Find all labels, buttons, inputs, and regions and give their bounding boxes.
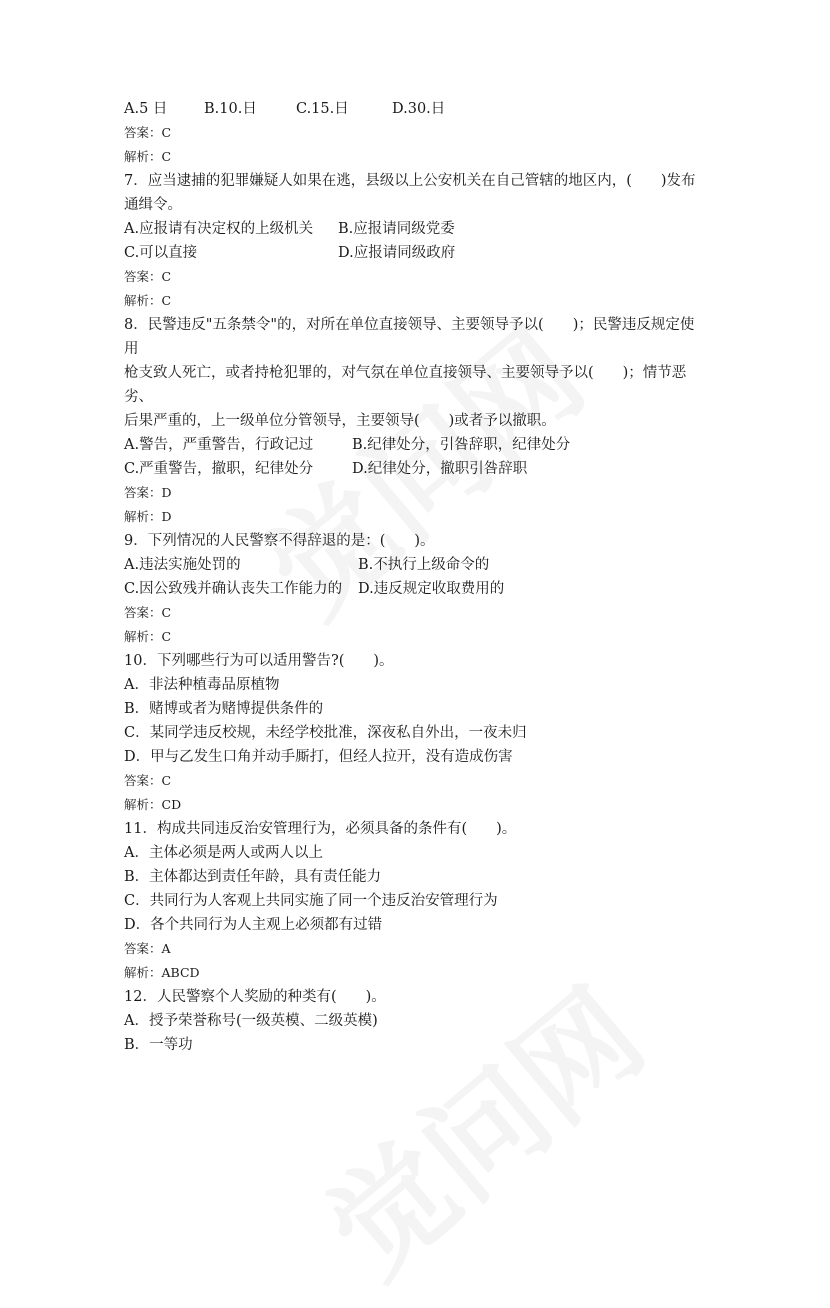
text-line: A．主体必须是两人或两人以上: [124, 845, 323, 861]
analysis-line: 解析：CD: [124, 797, 182, 812]
options-row: [124, 435, 724, 455]
options-row: [124, 219, 724, 239]
option-text: D.30.日: [392, 101, 446, 117]
text-line: 劣、: [124, 389, 153, 405]
answer-line: 答案：C: [124, 773, 172, 788]
analysis-line: 解析：C: [124, 149, 172, 164]
option-text: A.警告，严重警告，行政记过: [124, 437, 314, 453]
answer-line: 答案：C: [124, 605, 172, 620]
text-line: C．某同学违反校规，未经学校批准，深夜私自外出，一夜未归: [124, 725, 527, 741]
answer-line: 答案：A: [124, 941, 171, 956]
text-line: C．共同行为人客观上共同实施了同一个违反治安管理行为: [124, 893, 498, 909]
text-line: 通缉令。: [124, 197, 182, 213]
option-text: C.可以直接: [124, 245, 198, 261]
options-row: [124, 555, 724, 575]
text-line: B．主体都达到责任年龄，具有责任能力: [124, 869, 382, 885]
answer-line: 答案：D: [124, 485, 172, 500]
text-line: D．各个共同行为人主观上必须都有过错: [124, 917, 383, 933]
text-line: 11．构成共同违反治安管理行为，必须具备的条件有( )。: [124, 821, 517, 837]
options-row: [124, 459, 724, 479]
text-line: B．一等功: [124, 1037, 193, 1053]
text-line: 后果严重的，上一级单位分管领导，主要领导( )或者予以撤职。: [124, 413, 556, 429]
analysis-line: 解析：C: [124, 293, 172, 308]
option-text: A.5 日: [124, 101, 168, 117]
text-line: 7．应当逮捕的犯罪嫌疑人如果在逃，县级以上公安机关在自己管辖的地区内，( )发布: [124, 173, 696, 189]
answer-line: 答案：C: [124, 125, 172, 140]
options-row: [124, 99, 724, 119]
text-line: 8．民警违反"五条禁令"的，对所在单位直接领导、主要领导予以( )；民警违反规定使: [124, 317, 695, 333]
option-text: B.应报请同级党委: [338, 221, 455, 237]
option-text: C.因公致残并确认丧失工作能力的: [124, 581, 343, 597]
text-line: 9．下列情况的人民警察不得辞退的是：( )。: [124, 533, 435, 549]
option-text: C.严重警告，撤职，纪律处分: [124, 461, 314, 477]
option-text: A.违法实施处罚的: [124, 557, 241, 573]
text-line: 枪支致人死亡，或者持枪犯罪的，对气氛在单位直接领导、主要领导予以( )；情节恶: [124, 365, 687, 381]
text-line: A．非法种植毒品原植物: [124, 677, 280, 693]
text-line: 用: [124, 341, 139, 357]
option-text: A.应报请有决定权的上级机关: [124, 221, 314, 237]
text-line: A．授予荣誉称号(一级英模、二级英模): [124, 1013, 378, 1029]
text-line: B．赌博或者为赌博提供条件的: [124, 701, 324, 717]
options-row: [124, 243, 724, 263]
option-text: D.违反规定收取费用的: [358, 581, 505, 597]
text-line: 12．人民警察个人奖励的种类有( )。: [124, 989, 386, 1005]
text-line: 10．下列哪些行为可以适用警告?( )。: [124, 653, 394, 669]
options-row: [124, 579, 724, 599]
option-text: B.不执行上级命令的: [358, 557, 490, 573]
option-text: B.10.日: [204, 101, 257, 117]
option-text: B.纪律处分，引咎辞职，纪律处分: [352, 437, 571, 453]
option-text: D.应报请同级政府: [338, 245, 456, 261]
text-line: D．甲与乙发生口角并动手厮打，但经人拉开，没有造成伤害: [124, 749, 513, 765]
analysis-line: 解析：ABCD: [124, 965, 200, 980]
answer-line: 答案：C: [124, 269, 172, 284]
option-text: C.15.日: [296, 101, 349, 117]
analysis-line: 解析：D: [124, 509, 172, 524]
analysis-line: 解析：C: [124, 629, 172, 644]
option-text: D.纪律处分，撤职引咎辞职: [352, 461, 528, 477]
